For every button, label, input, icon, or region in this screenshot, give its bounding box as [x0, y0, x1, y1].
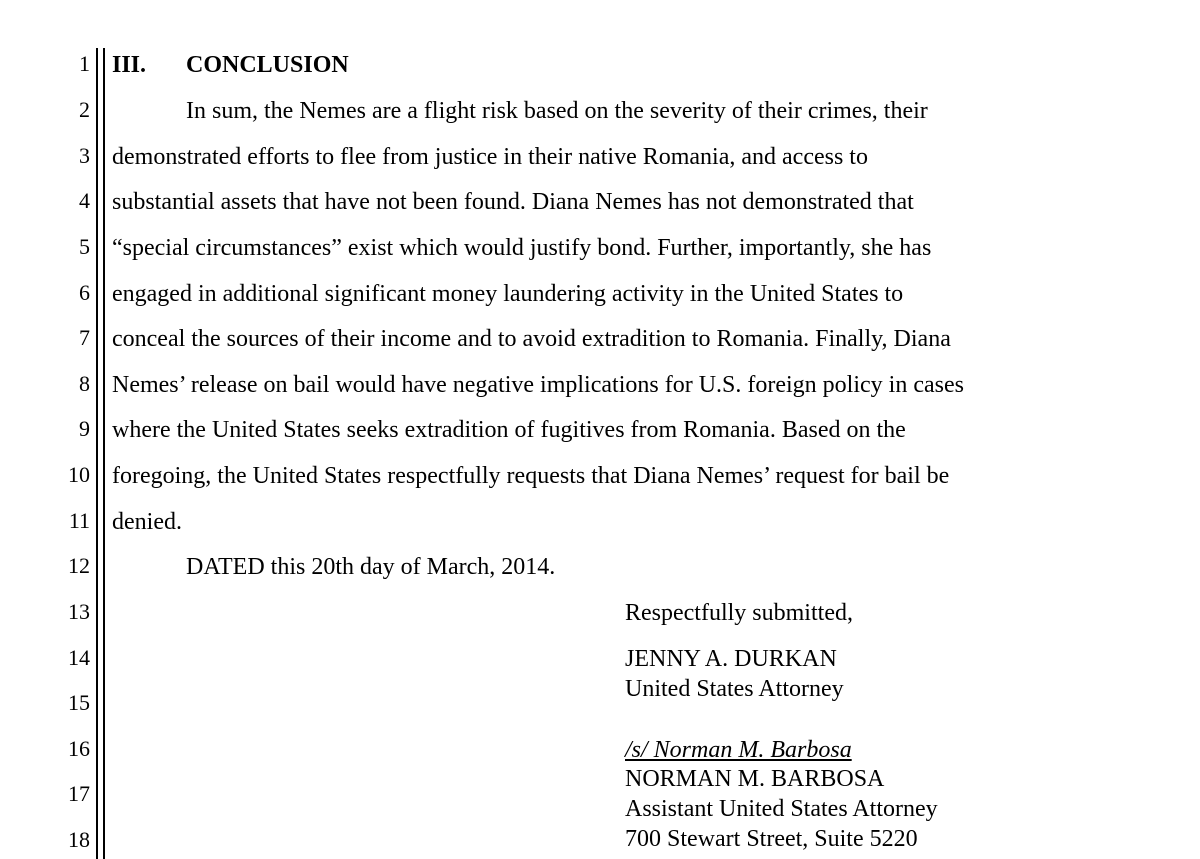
line-number: 6: [79, 280, 90, 305]
attorney-name: JENNY A. DURKAN: [625, 646, 837, 672]
body-line: where the United States seeks extradition of fugitives from Romania. Based on the: [112, 417, 906, 443]
dated-line: DATED this 20th day of March, 2014.: [186, 554, 556, 580]
line-number: 17: [68, 781, 90, 806]
section-heading: CONCLUSION: [186, 52, 349, 78]
line-number: 15: [68, 690, 90, 715]
attorney-title: United States Attorney: [625, 676, 844, 702]
body-line: “special circumstances” exist which would justify bond. Further, importantly, she has: [112, 235, 932, 261]
line-number: 4: [79, 188, 90, 213]
section-number: III.: [112, 52, 147, 78]
assistant-name: NORMAN M. BARBOSA: [625, 766, 885, 792]
closing: Respectfully submitted,: [625, 600, 853, 626]
line-number: 16: [68, 736, 90, 761]
body-line: Nemes’ release on bail would have negative implications for U.S. foreign policy in cases: [112, 372, 964, 398]
line-number: 11: [68, 508, 90, 533]
line-number: 2: [79, 97, 90, 122]
margin-rule-left: [96, 48, 98, 859]
body-line: foregoing, the United States respectfully requests that Diana Nemes’ request for bail be: [112, 463, 950, 489]
body-line: denied.: [112, 509, 182, 535]
body-line: In sum, the Nemes are a flight risk based on the severity of their crimes, their: [186, 98, 928, 124]
line-number: 18: [68, 827, 90, 852]
line-number: 7: [79, 325, 90, 350]
body-line: demonstrated efforts to flee from justice in their native Romania, and access to: [112, 144, 868, 170]
line-number: 10: [68, 462, 90, 487]
address: 700 Stewart Street, Suite 5220: [625, 826, 918, 852]
signature-line: [625, 736, 991, 764]
body-line: engaged in additional significant money laundering activity in the United States to: [112, 281, 904, 307]
body-line: conceal the sources of their income and to avoid extradition to Romania. Finally, Diana: [112, 326, 951, 352]
line-number: 8: [79, 371, 90, 396]
line-number: 3: [79, 143, 90, 168]
line-number: 5: [79, 234, 90, 259]
line-number: 9: [79, 416, 90, 441]
line-number: 13: [68, 599, 90, 624]
margin-rule-right: [103, 48, 105, 859]
assistant-title: Assistant United States Attorney: [625, 796, 938, 822]
signature: /s/ Norman M. Barbosa: [625, 737, 852, 763]
line-number: 1: [79, 51, 90, 76]
line-number: 14: [68, 645, 90, 670]
line-number: 12: [68, 553, 90, 578]
body-line: substantial assets that have not been found. Diana Nemes has not demonstrated that: [112, 189, 914, 215]
